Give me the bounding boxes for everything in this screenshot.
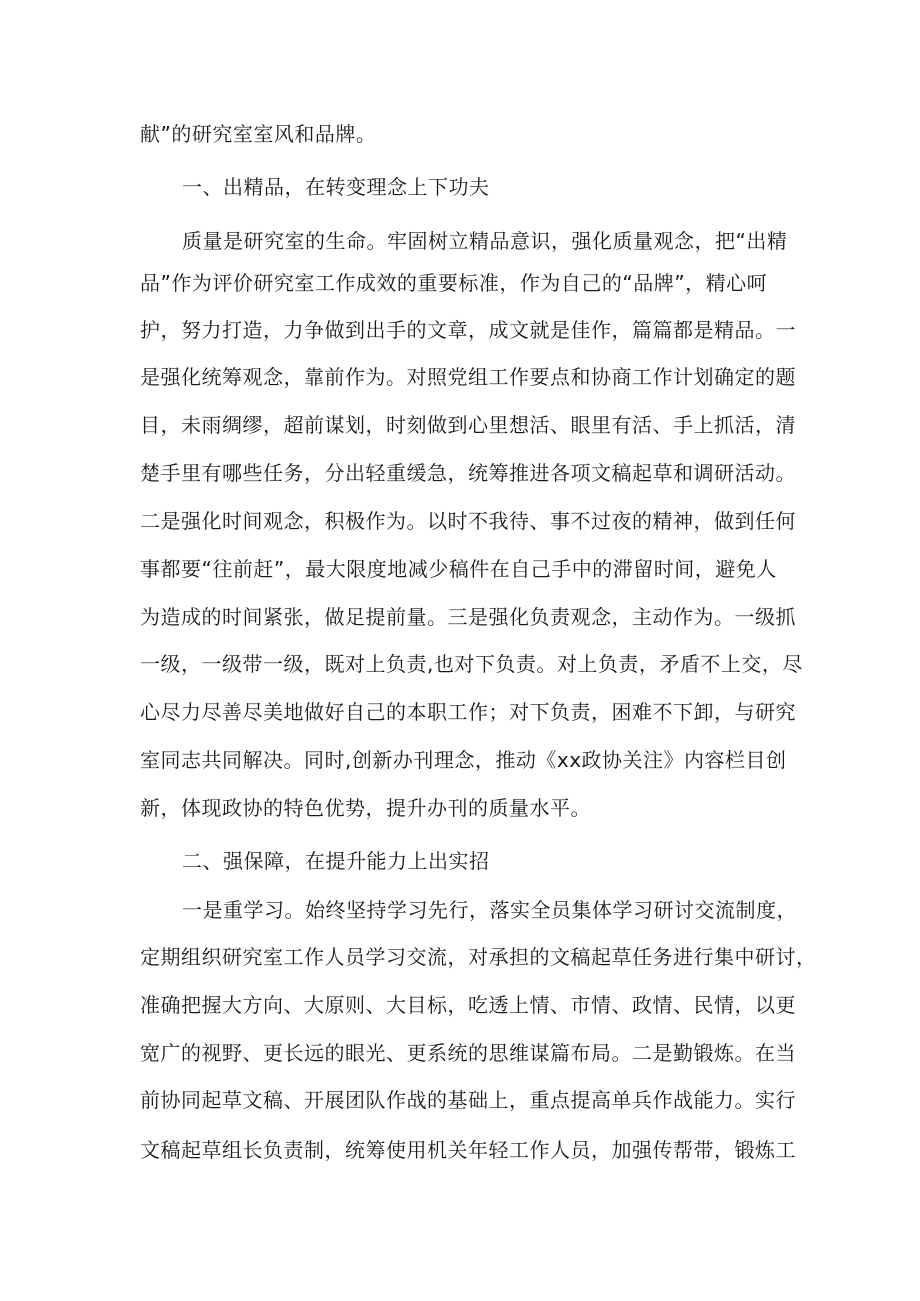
text-line: 是强化统筹观念，靠前作为。对照党组工作要点和协商工作计划确定的题 [140,365,796,389]
text-line: 质量是研究室的生命。牢固树立精品意识，强化质量观念，把“出精 [182,229,788,253]
text-line: 品”作为评价研究室工作成效的重要标准，作为自己的“品牌”，精心呵 [140,271,768,295]
text-line: 定期组织研究室工作人员学习交流，对承担的文稿起草任务进行集中研讨， [140,945,817,969]
text-line: 楚手里有哪些任务，分出轻重缓急，统筹推进各项文稿起草和调研活动。 [140,461,796,485]
text-line: 前协同起草文稿、开展团队作战的基础上，重点提高单兵作战能力。实行 [140,1088,796,1112]
section-heading: 一、出精品，在转变理念上下功夫 [182,175,490,199]
text-line: 准确把握大方向、大原则、大目标，吃透上情、市情、政情、民情，以更 [140,993,796,1017]
section-heading: 二、强保障，在提升能力上出实招 [182,849,490,873]
text-line: 事都要“往前赶”，最大限度地减少稿件在自己手中的滞留时间，避免人 [140,557,777,581]
text-line: 目，未雨绸缪，超前谋划，时刻做到心里想活、眼里有活、手上抓活，清 [140,413,796,437]
text-line: 二是强化时间观念，积极作为。以时不我待、事不过夜的精神，做到任何 [140,509,796,533]
text-line: 文稿起草组长负责制，统筹使用机关年轻工作人员，加强传帮带，锻炼工 [140,1138,796,1162]
text-line: 室同志共同解决。同时,创新办刊理念，推动《xx政协关注》内容栏目创 [140,748,787,772]
text-line: 为造成的时间紧张，做足提前量。三是强化负责观念，主动作为。一级抓 [140,605,796,629]
text-line: 心尽力尽善尽美地做好自己的本职工作；对下负责，困难不下卸，与研究 [140,700,796,724]
text-line: 护，努力打造，力争做到出手的文章，成文就是佳作，篇篇都是精品。一 [140,318,796,342]
text-line: 新，体现政协的特色优势，提升办刊的质量水平。 [140,796,591,820]
text-line: 宽广的视野、更长远的眼光、更系统的思维谋篇布局。二是勤锻炼。在当 [140,1041,796,1065]
text-line: 一是重学习。始终坚持学习先行，落实全员集体学习研讨交流制度， [182,898,797,922]
text-line: 一级，一级带一级，既对上负责,也对下负责。对上负责，矛盾不上交，尽 [140,652,803,676]
text-line: 献”的研究室室风和品牌。 [140,122,377,146]
